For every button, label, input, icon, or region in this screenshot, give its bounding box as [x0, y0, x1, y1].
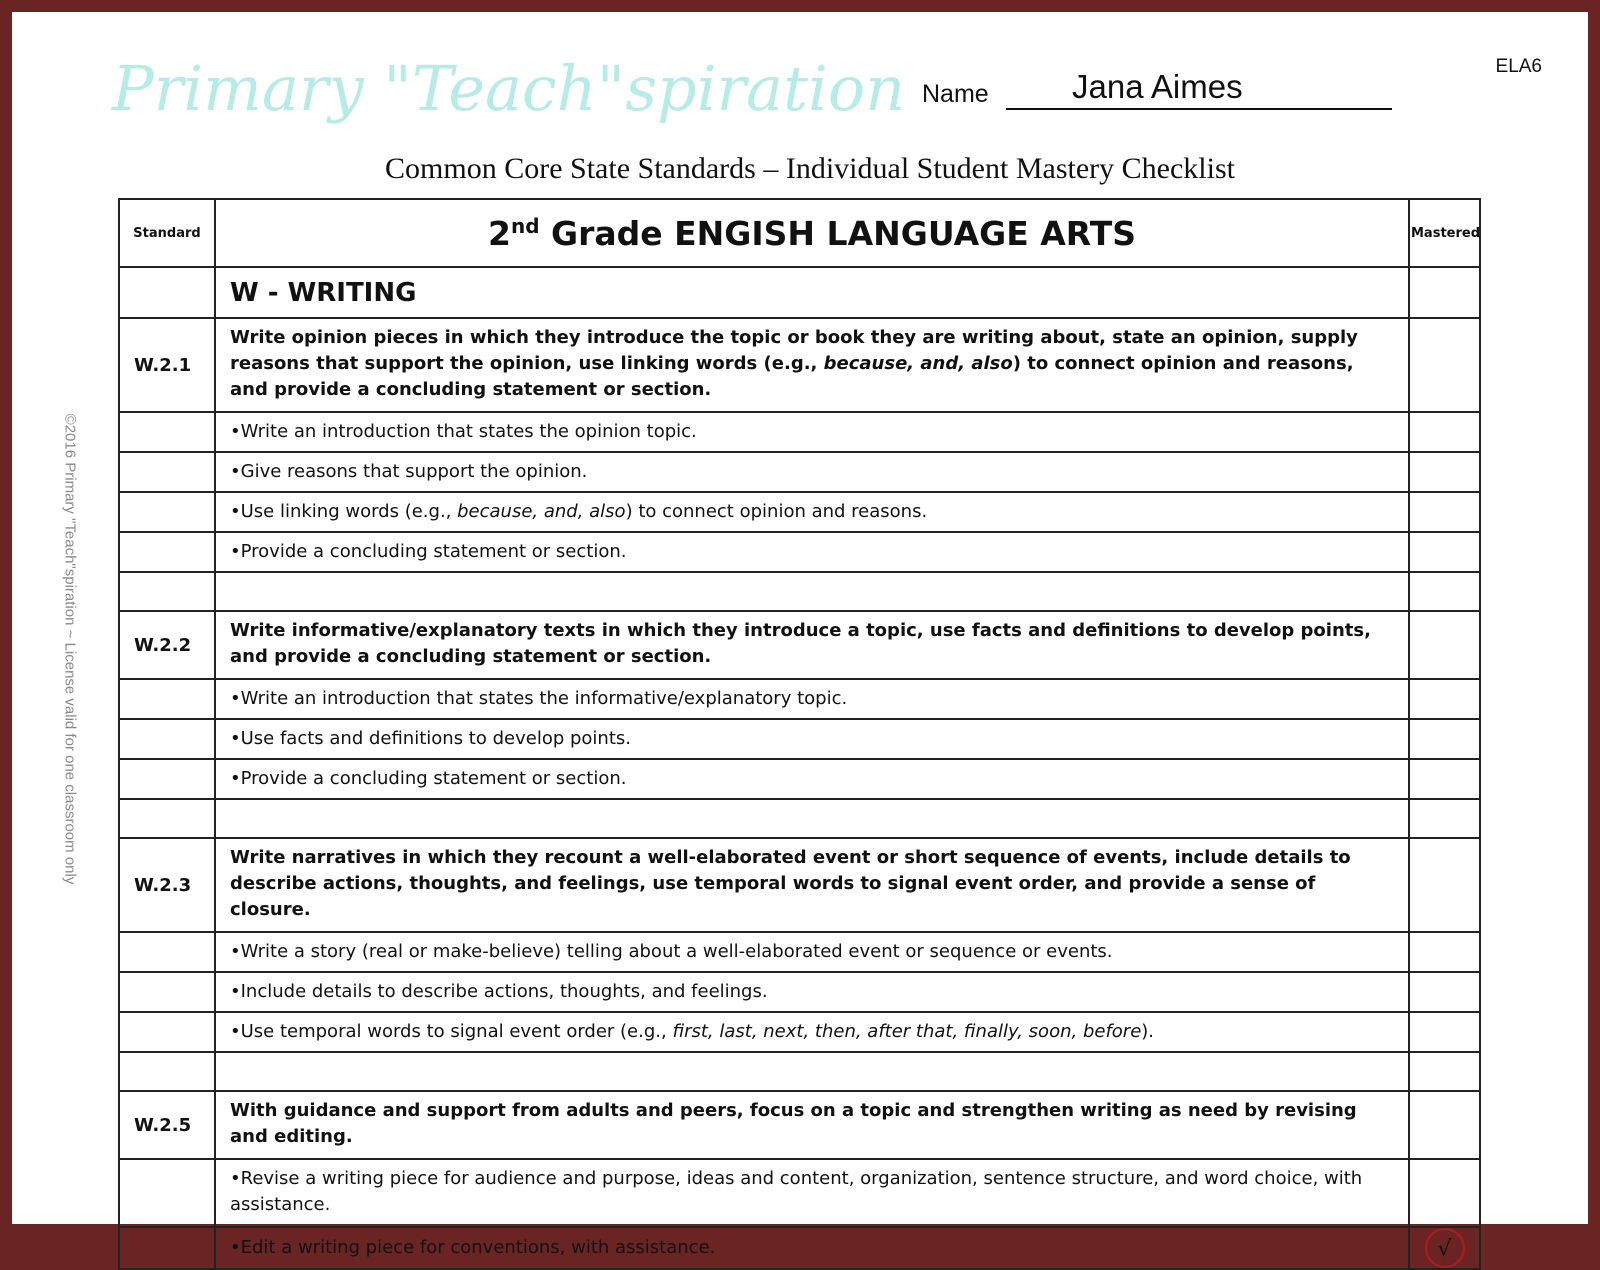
page-subtitle: Common Core State Standards – Individual Student Mastery Checklist — [385, 152, 1235, 185]
standard-code: W.2.1 — [119, 318, 215, 412]
table-row — [119, 611, 1480, 679]
table-row — [119, 838, 1480, 932]
criterion-text: •Give reasons that support the opinion. — [215, 452, 1409, 492]
criterion-text: •Write an introduction that states the informative/explanatory topic. — [215, 679, 1409, 719]
criterion-text: •Use temporal words to signal event order (e.g., first, last, next, then, after that, finally, soon, before). — [215, 1012, 1409, 1052]
mastered-cell[interactable] — [1409, 532, 1480, 572]
copyright-watermark: ©2016 Primary "Teach"spiration ~ License valid for one classroom only — [61, 413, 79, 885]
criterion-text: •Use linking words (e.g., because, and, also) to connect opinion and reasons. — [215, 492, 1409, 532]
table-row — [119, 759, 1480, 799]
title-subject: Grade ENGISH LANGUAGE ARTS — [539, 213, 1136, 253]
spacer-row — [119, 799, 1480, 838]
criterion-text: •Provide a concluding statement or section. — [215, 759, 1409, 799]
name-label: Name — [922, 80, 989, 108]
mastered-cell[interactable] — [1409, 932, 1480, 972]
name-field[interactable] — [922, 64, 1392, 108]
table-row — [119, 1227, 1480, 1269]
title-grade: 2 — [488, 213, 511, 253]
table-row — [119, 719, 1480, 759]
column-header-mastered: Mastered — [1409, 199, 1480, 267]
mastered-check-icon[interactable]: √ — [1425, 1228, 1465, 1268]
mastered-cell[interactable] — [1409, 572, 1480, 611]
criterion-text: •Write an introduction that states the opinion topic. — [215, 412, 1409, 452]
criterion-text: •Write a story (real or make-believe) telling about a well-elaborated event or sequence or events. — [215, 932, 1409, 972]
mastered-cell[interactable] — [1409, 1159, 1480, 1227]
mastered-cell[interactable] — [1409, 1012, 1480, 1052]
criterion-text: •Revise a writing piece for audience and purpose, ideas and content, organization, sentence structure, and word choice, with assistance. — [215, 1159, 1409, 1227]
name-value: Jana Aimes — [1072, 68, 1243, 105]
standard-description: With guidance and support from adults and peers, focus on a topic and strengthen writing as need by revising and editing. — [215, 1091, 1409, 1159]
table-row — [119, 318, 1480, 412]
worksheet-page — [12, 12, 1588, 1262]
mastered-cell[interactable] — [1409, 412, 1480, 452]
mastered-cell[interactable] — [1409, 452, 1480, 492]
mastery-checklist-table — [118, 198, 1481, 1270]
section-row — [119, 267, 1480, 318]
name-underline — [1006, 108, 1392, 110]
table-row — [119, 1091, 1480, 1159]
mastered-cell[interactable] — [1409, 318, 1480, 412]
mastered-cell[interactable] — [1409, 972, 1480, 1012]
standard-code: W.2.3 — [119, 838, 215, 932]
table-row — [119, 1012, 1480, 1052]
table-row — [119, 679, 1480, 719]
table-row — [119, 412, 1480, 452]
spacer-row — [119, 1052, 1480, 1091]
table-row — [119, 1159, 1480, 1227]
criterion-text: •Edit a writing piece for conventions, with assistance. — [215, 1227, 1409, 1269]
table-row — [119, 932, 1480, 972]
mastered-cell[interactable] — [1409, 267, 1480, 318]
mastered-cell[interactable] — [1409, 492, 1480, 532]
document-code: ELA6 — [1495, 56, 1542, 77]
table-row — [119, 452, 1480, 492]
table-row — [119, 492, 1480, 532]
column-header-standard: Standard — [119, 199, 215, 267]
section-title: W - WRITING — [215, 267, 1409, 318]
mastered-cell[interactable] — [1409, 799, 1480, 838]
standard-description: Write informative/explanatory texts in which they introduce a topic, use facts and definitions to develop points, and provide a concluding statement or section. — [215, 611, 1409, 679]
mastered-cell[interactable] — [1409, 1227, 1480, 1269]
table-title — [215, 199, 1409, 267]
brand-logo: Primary "Teach"spiration — [112, 52, 906, 125]
table-row — [119, 532, 1480, 572]
mastered-cell[interactable] — [1409, 679, 1480, 719]
title-ordinal: nd — [510, 213, 540, 238]
mastered-cell[interactable] — [1409, 1091, 1480, 1159]
standard-description: Write opinion pieces in which they introduce the topic or book they are writing about, state an opinion, supply reasons that support the opinion, use linking words (e.g., because, and, also) to connect opinion and reasons, and provide a concluding statement or section. — [215, 318, 1409, 412]
mastered-cell[interactable] — [1409, 611, 1480, 679]
criterion-text: •Use facts and definitions to develop points. — [215, 719, 1409, 759]
spacer-row — [119, 572, 1480, 611]
mastered-cell[interactable] — [1409, 719, 1480, 759]
standard-code: W.2.2 — [119, 611, 215, 679]
table-header-row — [119, 199, 1480, 267]
mastered-cell[interactable] — [1409, 838, 1480, 932]
mastered-cell[interactable] — [1409, 1052, 1480, 1091]
criterion-text: •Provide a concluding statement or section. — [215, 532, 1409, 572]
standard-description: Write narratives in which they recount a well-elaborated event or short sequence of events, include details to describe actions, thoughts, and feelings, use temporal words to signal event order, and provide a sense of closure. — [215, 838, 1409, 932]
mastered-cell[interactable] — [1409, 759, 1480, 799]
standard-code: W.2.5 — [119, 1091, 215, 1159]
criterion-text: •Include details to describe actions, thoughts, and feelings. — [215, 972, 1409, 1012]
table-row — [119, 972, 1480, 1012]
